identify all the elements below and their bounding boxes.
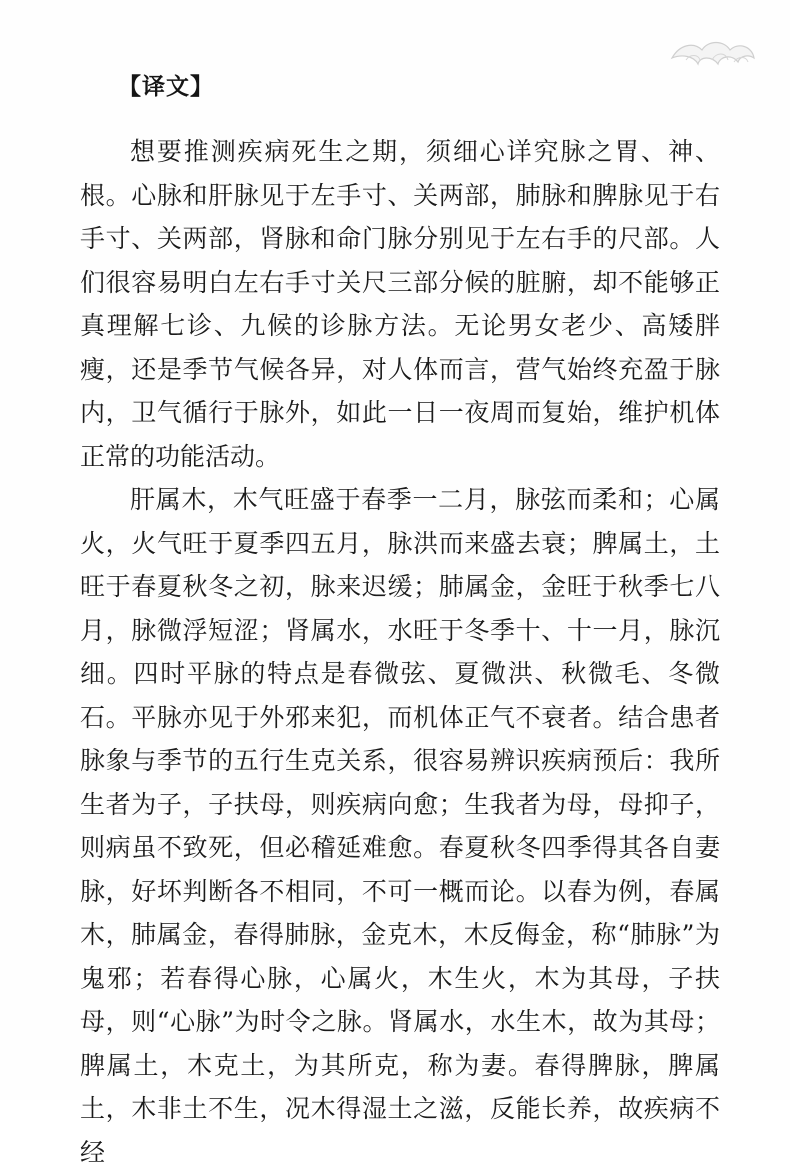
cloud-ornament-icon	[668, 38, 758, 76]
translation-text	[80, 130, 720, 1174]
paragraph-2: 肝属木，木气旺盛于春季一二月，脉弦而柔和；心属火，火气旺于夏季四五月，脉洪而来盛去衰；脾属土，土旺于春夏秋冬之初，脉来迟缓；肺属金，金旺于秋季七八月，脉微浮短涩；肾属水，水旺于冬季十、十一月，脉沉细。四时平脉的特点是春微弦、夏微洪、秋微毛、冬微石。平脉亦见于外邪来犯，而机体正气不衰者。结合患者脉象与季节的五行生克关系，很容易辨识疾病预后：我所生者为子，子扶母，则疾病向愈；生我者为母，母抑子，则病虽不致死，但必稽延难愈。春夏秋冬四季得其各自妻脉，好坏判断各不相同，不可一概而论。以春为例，春属木，肺属金，春得肺脉，金克木，木反侮金，称“肺脉”为鬼邪；若春得心脉，心属火，木生火，木为其母，子扶母，则“心脉”为时令之脉。肾属水，水生木，故为其母；脾属土，木克土，为其所克，称为妻。春得脾脉，脾属土，木非土不生，况木得湿土之滋，反能长养，故疾病不经	[80, 485, 720, 1167]
section-heading: 【译文】	[118, 73, 214, 100]
paragraph-1: 想要推测疾病死生之期，须细心详究脉之胃、神、根。心脉和肝脉见于左手寸、关两部，肺脉和脾脉见于右手寸、关两部，肾脉和命门脉分别见于左右手的尺部。人们很容易明白左右手寸关尺三部分候的脏腑，却不能够正真理解七诊、九候的诊脉方法。无论男女老少、高矮胖瘦，还是季节气候各异，对人体而言，营气始终充盈于脉内，卫气循行于脉外，如此一日一夜周而复始，维护机体正常的功能活动。	[80, 137, 720, 471]
